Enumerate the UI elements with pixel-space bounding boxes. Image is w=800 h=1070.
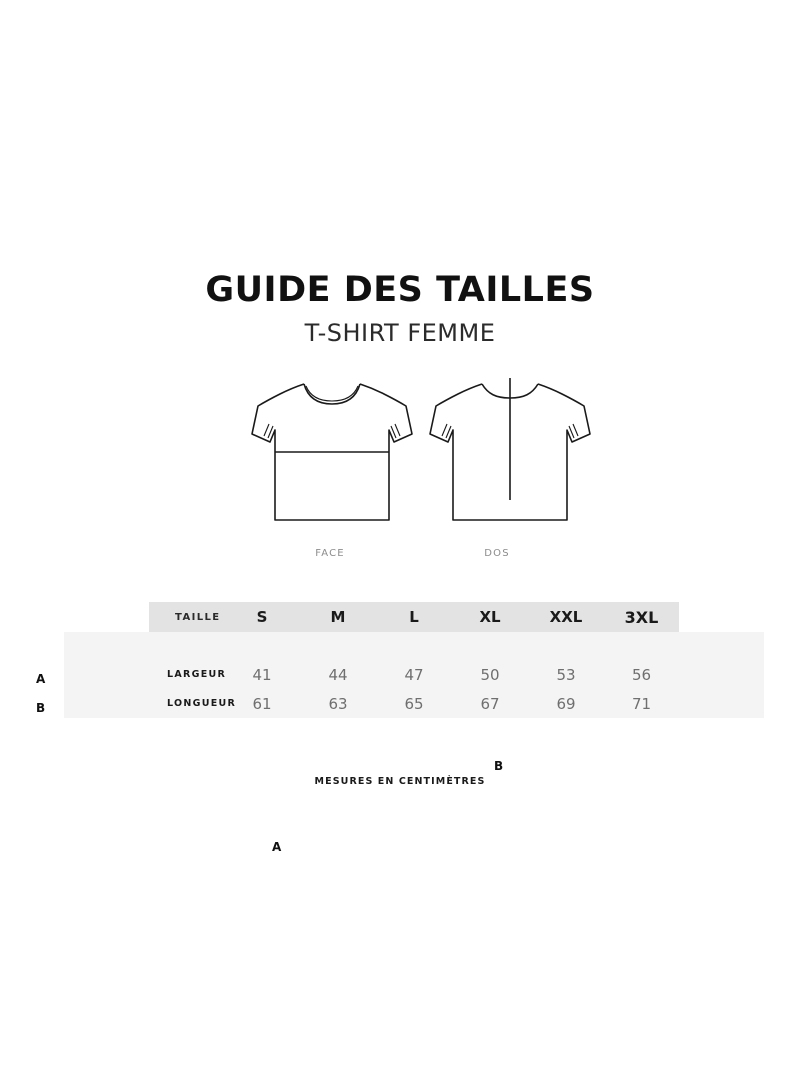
- cell-longueur-xxl: 69: [556, 694, 576, 713]
- cell-largeur-s: 41: [252, 665, 272, 684]
- row-pad-right: [679, 660, 764, 689]
- cell-longueur-xl: 67: [480, 694, 500, 713]
- header-pad-right: [679, 602, 764, 632]
- cell-longueur-s: 61: [252, 694, 272, 713]
- size-table-container: [64, 602, 764, 718]
- cell-largeur-l: 47: [404, 665, 424, 684]
- row-label-largeur: LARGEUR: [167, 669, 227, 680]
- cell-longueur-m: 63: [328, 694, 348, 713]
- header-size-xl: XL: [452, 602, 528, 632]
- title-block: [0, 272, 800, 347]
- measure-marker-b: B: [494, 759, 504, 773]
- footer-note: MESURES EN CENTIMÈTRES: [314, 776, 486, 787]
- header-size-m: M: [300, 602, 376, 632]
- cell-longueur-l: 65: [404, 694, 424, 713]
- header-size-xxl: XXL: [528, 602, 604, 632]
- caption-back: DOS: [484, 548, 510, 559]
- cell-largeur-3xl: 56: [631, 665, 652, 684]
- cell-longueur-3xl: 71: [631, 694, 652, 713]
- header-size-s: S: [224, 602, 300, 632]
- row-pad-left: [64, 660, 149, 689]
- caption-front: FACE: [315, 548, 345, 559]
- header-size-l: L: [376, 602, 452, 632]
- size-table: [64, 602, 764, 718]
- page-subtitle: T-SHIRT FEMME: [304, 318, 496, 347]
- tshirt-back-icon: [420, 372, 600, 537]
- tshirt-front-icon: [242, 372, 422, 537]
- table-row: [64, 689, 764, 718]
- table-row: [64, 660, 764, 689]
- row-marker-a: A: [36, 672, 46, 686]
- measure-marker-a: A: [272, 840, 282, 854]
- table-spacer-cell: [64, 632, 764, 660]
- cell-largeur-xxl: 53: [556, 665, 576, 684]
- table-spacer-row: [64, 632, 764, 660]
- header-pad-left: [64, 602, 149, 632]
- row-marker-b: B: [36, 701, 46, 715]
- header-taille: TAILLE: [149, 602, 224, 632]
- cell-largeur-m: 44: [328, 665, 348, 684]
- cell-largeur-xl: 50: [480, 665, 500, 684]
- header-size-3xl: 3XL: [604, 602, 679, 632]
- page-title: GUIDE DES TAILLES: [205, 270, 595, 310]
- row-pad-left: [64, 689, 149, 718]
- table-header-row: [64, 602, 764, 632]
- row-label-longueur: LONGUEUR: [167, 698, 237, 709]
- row-pad-right: [679, 689, 764, 718]
